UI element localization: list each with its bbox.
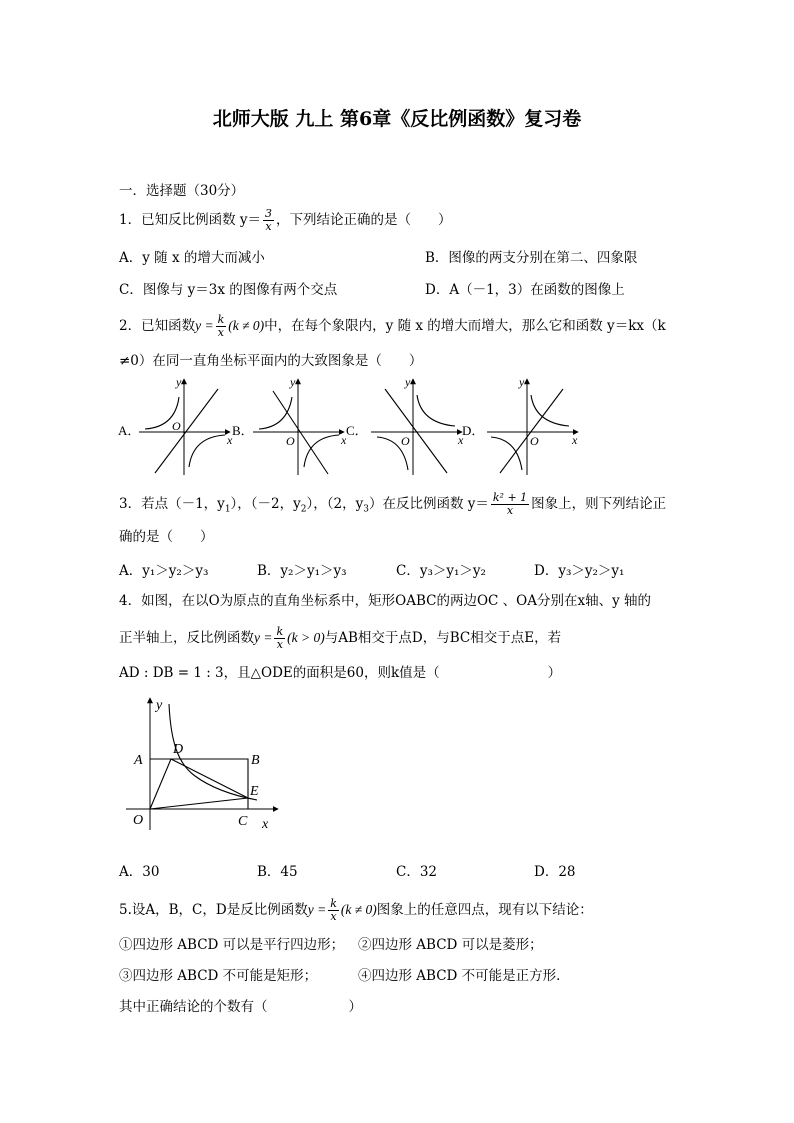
graph-a-line [155,389,218,473]
q4-label-o: O [133,813,144,828]
graph-d-curve-1 [531,395,569,426]
q3-line-2: 确的是（ ） [119,529,214,545]
graph-d-label: D． [462,423,485,438]
q5-suffix: 图象上的任意四点，现有以下结论： [376,902,593,918]
question-5 [119,898,593,923]
q4-label-d: D [173,742,184,757]
q1-numerator: 3 [265,207,273,220]
q3-prefix: 3．若点（－1，y [119,496,225,512]
q5-denominator: x [330,910,337,923]
q3-mid3: ）在反比例函数 y＝ [368,496,489,512]
q5-fraction [328,898,339,923]
q4-label-y: y [156,698,163,713]
graph-c-y-label: y [405,375,411,389]
q4-option-b: B．45 [257,864,298,880]
graph-b-label: B． [232,423,254,438]
q4-figure [120,692,285,837]
q4-line-2-suffix: 与AB相交于点D，与BC相交于点E，若 [324,630,562,646]
section-heading: 一．选择题（30分） [119,183,245,199]
q4-cond: (k > 0) [287,630,325,645]
q1-prefix: 1．已知反比例函数 y＝ [119,212,262,228]
q2-numerator: k [217,313,225,326]
q3-suffix: 图象上，则下列结论正 [531,496,667,512]
graph-c-line [385,389,447,473]
q5-y: y = [307,902,327,917]
q2-prefix: 2．已知函数 [119,318,196,334]
graph-c [346,375,464,475]
graph-a-curve-2 [189,435,225,467]
graph-b-x-label: x [341,433,347,447]
graph-c-label: C． [346,423,368,438]
graph-a-x-label: x [227,433,233,447]
q3-option-d: D．y₃＞y₂＞y₁ [534,563,625,579]
q4-option-a: A．30 [119,864,160,880]
graph-b-curve-1 [259,397,292,429]
graph-a-y-label: y [176,375,182,389]
graph-b [232,375,347,475]
q1-option-b: B．图像的两支分别在第二、四象限 [425,250,638,266]
q4-line-2 [119,626,561,651]
q5-statement-2: ②四边形 ABCD 可以是菱形； [358,937,543,953]
q3-option-b: B．y₂＞y₁＞y₃ [257,563,347,579]
graph-b-curve-2 [304,435,339,467]
q3-denominator: x [506,504,514,517]
q4-label-e: E [250,784,259,799]
q1-denominator: x [265,220,272,233]
q1-option-d: D．A（－1，3）在函数的图像上 [425,282,625,298]
q4-fraction [274,626,285,651]
q4-segment-oe [150,798,248,809]
q2-graphs [115,375,585,480]
q3-sub-1: 1 [224,504,231,515]
q5-numerator: k [330,897,337,910]
q1-suffix: ，下列结论正确的是（ ） [276,212,452,228]
q5-statement-4: ④四边形 ABCD 不可能是正方形． [358,968,570,984]
graph-d-y-label: y [519,375,525,389]
graph-a [118,375,233,475]
q3-fraction [491,492,529,517]
question-1 [119,208,452,233]
q4-option-d: D．28 [534,864,576,880]
q4-line-1: 4．如图，在以O为原点的直角坐标系中，矩形OABC的两边OC 、OA分别在x轴、y 轴的 [119,593,652,609]
q3-sub-2: 2 [300,504,307,515]
q2-suffix: 中，在每个象限内，y 随 x 的增大而增大，那么它和函数 y＝kx（k [264,318,666,334]
q4-segment-de [171,759,248,798]
q4-line-2-prefix: 正半轴上，反比例函数 [119,630,254,646]
q4-label-c: C [238,814,248,829]
q2-y: y = [195,318,214,333]
q5-final-line: 其中正确结论的个数有（ ） [119,999,362,1015]
q4-label-x: x [262,817,269,832]
graph-b-y-label: y [290,375,296,389]
graph-a-origin: O [172,419,181,433]
q2-line-2: ≠0）在同一直角坐标平面内的大致图象是（ ） [119,353,423,369]
q5-statement-3: ③四边形 ABCD 不可能是矩形； [119,968,318,984]
graph-d-x-label: x [572,433,578,447]
q4-denominator: x [276,638,283,651]
q2-denominator: x [217,326,225,339]
q1-fraction [263,208,274,233]
q3-numerator: k² + 1 [492,491,528,504]
q4-label-b: B [251,753,260,768]
page-title: 北师大版 九上 第6章《反比例函数》复习卷 [212,108,582,130]
q4-y: y = [254,630,273,645]
q1-option-c: C．图像与 y＝3x 的图像有两个交点 [119,282,338,298]
q4-label-a: A [134,753,143,768]
question-2 [119,314,666,339]
q2-cond: (k ≠ 0) [228,318,265,333]
q5-prefix: 5.设A，B，C，D是反比例函数 [119,902,308,918]
graph-d [462,375,578,475]
q4-rectangle [150,759,248,809]
q3-mid: ），（－2，y [230,496,301,512]
q4-line-3: AD : DB = 1 : 3，且△ODE的面积是60，则k值是（ ） [119,665,562,681]
q4-numerator: k [276,625,284,638]
q3-option-a: A．y₁＞y₂＞y₃ [119,563,209,579]
graph-c-x-label: x [458,433,464,447]
q5-statement-1: ①四边形 ABCD 可以是平行四边形； [119,937,345,953]
graph-d-line [500,389,563,473]
graph-c-curve-1 [417,395,455,426]
graph-d-origin: O [530,434,539,448]
q3-mid2: ），（2，y [306,496,364,512]
question-3 [119,492,666,520]
q2-fraction [216,314,227,339]
graph-a-label: A． [118,423,141,438]
q1-option-a: A．y 随 x 的增大而减小 [119,250,265,266]
q3-sub-3: 3 [363,504,369,515]
graph-c-origin: O [401,434,410,448]
q5-cond: (k ≠ 0) [340,902,377,917]
graph-b-origin: O [286,434,295,448]
q3-option-c: C．y₃＞y₁＞y₂ [396,563,486,579]
q4-option-c: C．32 [396,864,438,880]
q4-segment-od [150,759,171,809]
